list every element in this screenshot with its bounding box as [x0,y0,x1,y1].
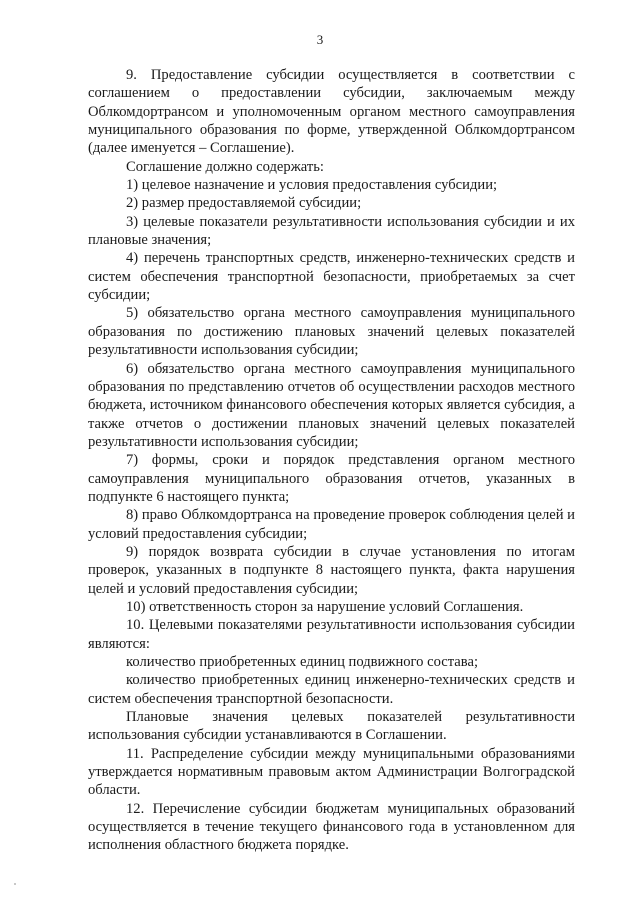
paragraph-subitem-4: 4) перечень транспортных средств, инженерно-технических средств и систем обеспечения транспортной безопасности, приобретаемых за счет субсидии; [88,250,575,304]
paragraph-indicator-rolling-stock: количество приобретенных единиц подвижного состава; [126,654,479,670]
paragraph-agreement-intro: Соглашение должно содержать: [126,158,324,175]
paragraph-subitem-3: 3) целевые показатели результативности использования субсидии и их плановые значения; [88,213,575,249]
paragraph-item-11: 11. Распределение субсидии между муниципальными образованиями утверждается нормативным правовым актом Администрации Волгоградской области. [88,745,575,799]
paragraph-subitem-2: 2) размер предоставляемой субсидии; [126,195,362,212]
document-body [88,66,575,855]
paragraph-item-10: 10. Целевыми показателями результативности использования субсидии являются: [88,617,575,652]
paragraph-indicator-security-systems: количество приобретенных единиц инженерно-технических средств и систем обеспечения транспортной безопасности. [88,672,575,707]
paragraph-subitem-7: 7) формы, сроки и порядок представления органом местного самоуправления муниципального образования отчетов, указанных в подпункте 6 настоящего пункта; [88,452,575,505]
paragraph-subitem-8: 8) право Облкомдортранса на проведение проверок соблюдения целей и условий предоставления субсидии; [88,507,575,542]
paragraph-subitem-10: 10) ответственность сторон за нарушение условий Соглашения. [126,598,524,615]
paragraph-subitem-5: 5) обязательство органа местного самоуправления муниципального образования по достижению плановых значений целевых показателей результативности использования субсидии; [88,305,575,359]
paragraph-item-9: 9. Предоставление субсидии осуществляется в соответствии с соглашением о предоставлении субсидии, заключаемым между Облкомдортрансом и уполномоченным органом местного самоуправления муниципального образования по форме, утвержденной Облкомдортрансом (далее именуется – Соглашение). [88,67,575,157]
paragraph-subitem-1: 1) целевое назначение и условия предоставления субсидии; [126,177,498,194]
paragraph-subitem-6: 6) обязательство органа местного самоуправления муниципального образования по представлению отчетов об осуществлении расходов местного бюджета, источником финансового обеспечения которых является субсидия, а также отчетов о достижении плановых значений целевых показателей результативности использования субсидии; [88,360,575,450]
paragraph-item-12: 12. Перечисление субсидии бюджетам муниципальных образований осуществляется в течение текущего финансового года в установленном для исполнения областного бюджета порядке. [88,800,575,854]
paragraph-subitem-9: 9) порядок возврата субсидии в случае установления по итогам проверок, указанных в подпункте 8 настоящего пункта, факта нарушения целей и условий предоставления субсидии; [88,543,575,597]
paragraph-planned-values: Плановые значения целевых показателей результативности использования субсидии устанавливаются в Соглашении. [88,709,575,744]
scan-artifact-dot [14,883,16,885]
page-number: 3 [316,32,324,47]
